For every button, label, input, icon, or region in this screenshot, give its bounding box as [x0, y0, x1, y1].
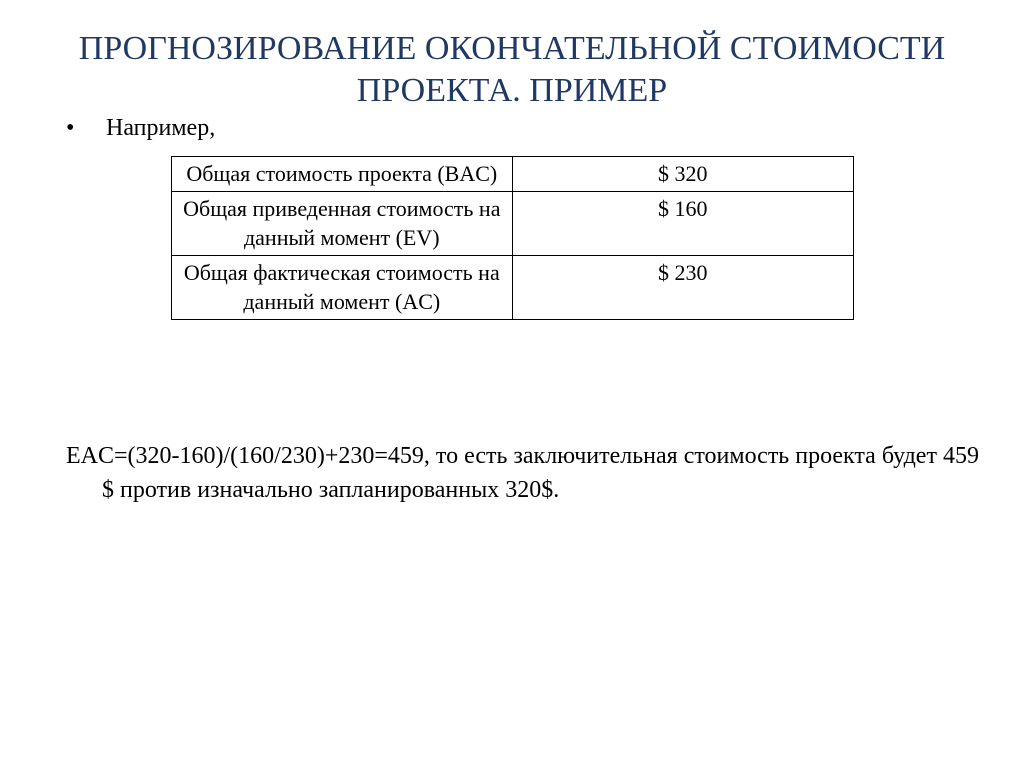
cost-table	[171, 156, 854, 320]
table-row	[172, 256, 854, 320]
table-cell-value: $ 230	[512, 256, 853, 320]
table-cell-label: Общая фактическая стоимость на данный момент (AC)	[172, 256, 513, 320]
slide-title-line-1: ПРОГНОЗИРОВАНИЕ ОКОНЧАТЕЛЬНОЙ СТОИМОСТИ	[78, 30, 946, 67]
table-row	[172, 192, 854, 256]
bullet-item	[66, 112, 215, 144]
table-cell-value: $ 320	[512, 157, 853, 192]
bullet-text: Например,	[106, 115, 216, 141]
table-cell-label: Общая стоимость проекта (BAC)	[172, 157, 513, 192]
table-cell-value: $ 160	[512, 192, 853, 256]
formula-text: EAC=(320-160)/(160/230)+230=459, то есть заключительная стоимость проекта будет 459 $ против изначально запланированных 320$.	[66, 443, 979, 503]
slide-title-line-2: ПРОЕКТА. ПРИМЕР	[356, 72, 668, 109]
slide-title	[40, 28, 984, 112]
bullet-icon: •	[66, 115, 75, 141]
table-cell-label: Общая приведенная стоимость на данный момент (EV)	[172, 192, 513, 256]
table-row	[172, 157, 854, 192]
